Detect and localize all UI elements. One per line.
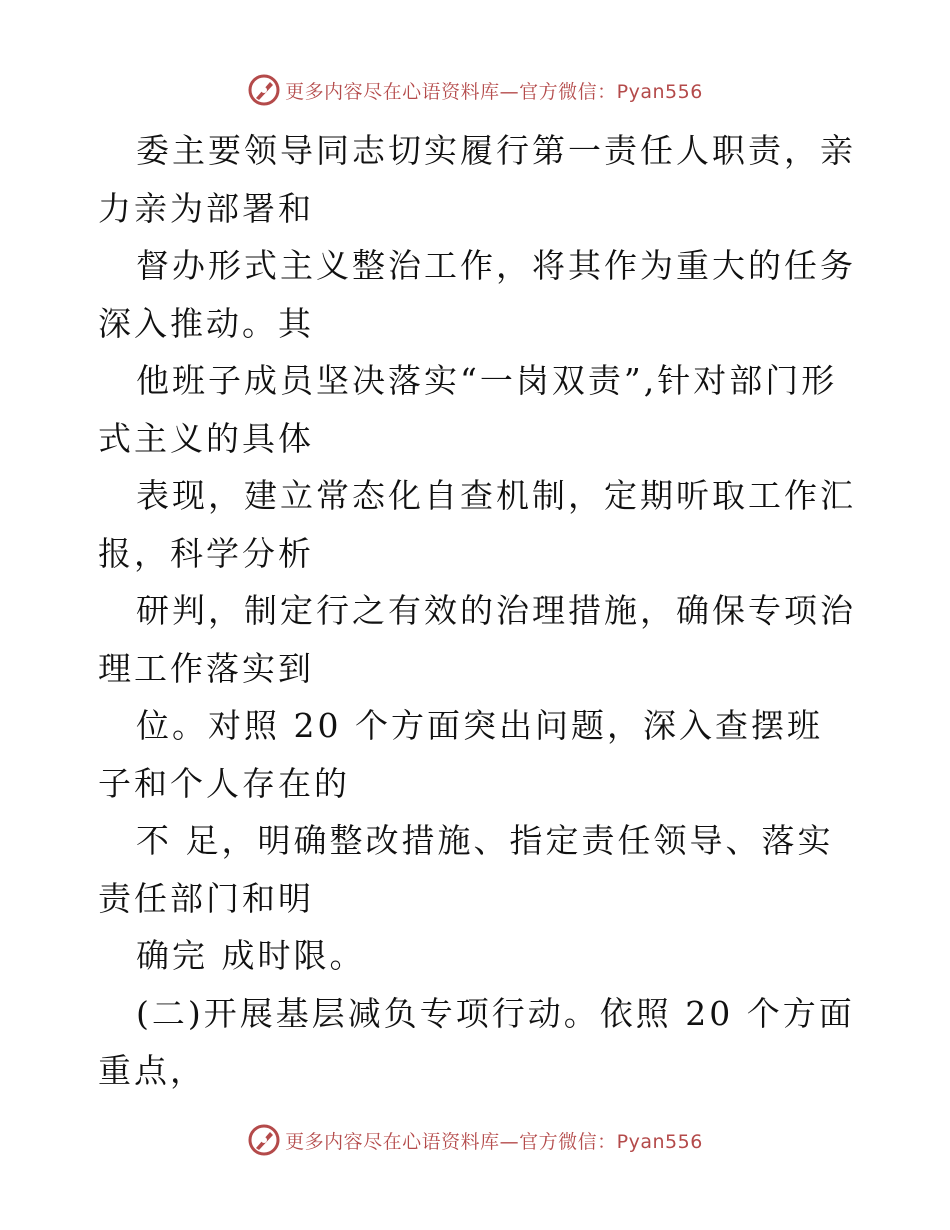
paragraph: 确完 成时限。 bbox=[136, 936, 366, 975]
pen-logo-icon bbox=[247, 73, 281, 107]
paragraph: 委主要领导同志切实履行第一责任人职责，亲力亲为部署和 bbox=[98, 131, 856, 228]
footer-watermark-banner bbox=[0, 1122, 950, 1158]
document-body bbox=[98, 122, 858, 1100]
paragraph: 不 足，明确整改措施、指定责任领导、落实责任部门和明 bbox=[98, 821, 834, 918]
paragraph: 他班子成员坚决落实“一岗双责”,针对部门形式主义的具体 bbox=[98, 361, 838, 458]
paragraph: 表现，建立常态化自查机制，定期听取工作汇报，科学分析 bbox=[98, 476, 856, 573]
banner-text: 更多内容尽在心语资料库—官方微信：Pyan556 bbox=[285, 80, 703, 103]
paragraph: 研判，制定行之有效的治理措施，确保专项治理工作落实到 bbox=[98, 591, 856, 688]
paragraph: (二)开展基层减负专项行动。依照 20 个方面重点， bbox=[98, 993, 855, 1090]
paragraph: 督办形式主义整治工作，将其作为重大的任务深入推动。其 bbox=[98, 246, 856, 343]
paragraph: 位。对照 20 个方面突出问题，深入查摆班子和个人存在的 bbox=[98, 706, 823, 803]
banner-text: 更多内容尽在心语资料库—官方微信：Pyan556 bbox=[285, 1130, 703, 1153]
header-watermark-banner bbox=[0, 72, 950, 108]
pen-logo-icon bbox=[247, 1123, 281, 1157]
